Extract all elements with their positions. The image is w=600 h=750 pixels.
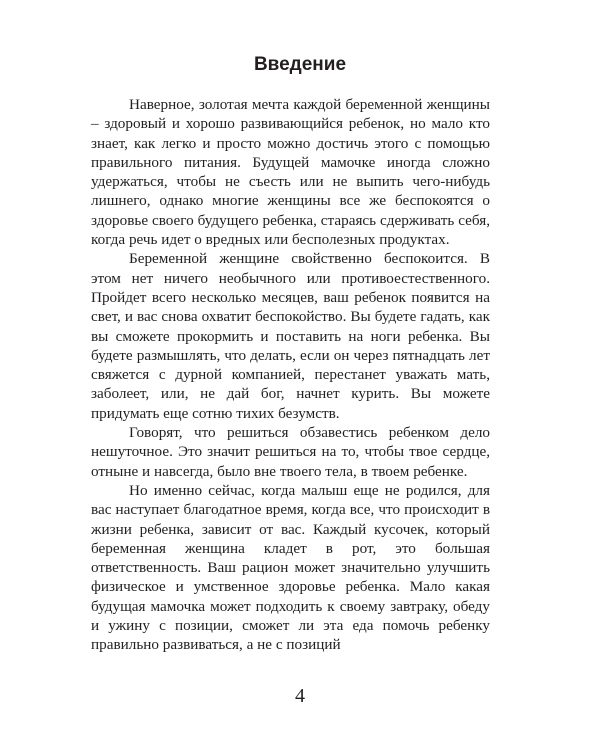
paragraph: Но именно сейчас, когда малыш еще не родился, для вас наступает благодатное время, когда все, что происходит в жизни ребенка, зависит от вас. Каждый кусочек, который беременная женщина кладет в рот, это большая ответственность. Ваш рацион может значительно улучшить физическое и умственное здоровье ребенка. Мало какая будущая мамочка может подходить к своему завтраку, обеду и ужину с позиции, сможет ли эта еда помочь ребенку правильно развиваться, а не с позиций <box>91 481 490 654</box>
paragraph: Беременной женщине свойственно беспокоится. В этом нет ничего необычного или противоестественного. Пройдет всего несколько месяцев, ваш ребенок появится на свет, и вас снова охватит беспокойство. Вы будете гадать, как вы сможете прокормить и поставить на ноги ребенка. Вы будете размышлять, что делать, если он через пятнадцать лет свяжется с дурной компанией, перестанет уважать мать, заболеет, или, не дай бог, начнет курить. Вы можете придумать еще сотню тихих безумств. <box>91 250 490 422</box>
paragraph: Говорят, что решиться обзавестись ребенком дело нешуточное. Это значит решиться на то, чтобы твое сердце, отныне и навсегда, было вне твоего тела, в твоем ребенке. <box>91 424 490 480</box>
page-number: 4 <box>295 685 305 707</box>
chapter-title: Введение <box>253 54 347 75</box>
chapter-body <box>91 95 490 655</box>
paragraph: Наверное, золотая мечта каждой беременной женщины – здоровый и хорошо развивающийся ребенок, но мало кто знает, как легко и просто можно достичь этого с помощью правильного питания. Будущей мамочке иногда сложно удержаться, чтобы не съесть или не выпить чего-нибудь лишнего, однако многие женщины все же беспокоятся о здоровье своего будущего ребенка, стараясь сдерживать себя, когда речь идет о вредных или бесполезных продуктах. <box>91 96 490 249</box>
